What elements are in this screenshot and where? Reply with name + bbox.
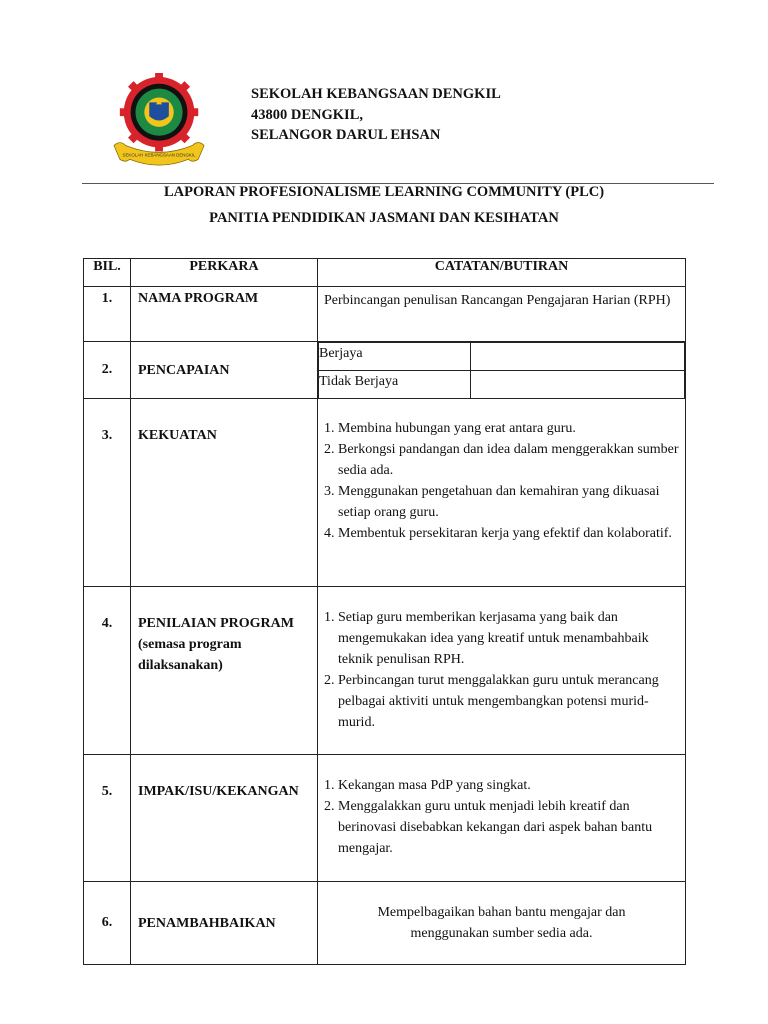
achievement-table [318,342,685,398]
table-row [84,882,686,965]
row-number: 2. [84,342,131,399]
school-name: SEKOLAH KEBANGSAAN DENGKIL [251,86,501,102]
row-perkara: PENCAPAIAN [131,342,318,399]
table-row [84,399,686,587]
impak-list [324,775,681,859]
row-number: 3. [84,399,131,587]
option-tidak-berjaya-mark [471,371,685,399]
svg-text:SEKOLAH KEBANGSAAN DENGKIL: SEKOLAH KEBANGSAAN DENGKIL [122,152,196,158]
penilaian-list [324,607,681,733]
row-perkara: KEKUATAN [131,399,318,587]
report-subtitle: PANITIA PENDIDIKAN JASMANI DAN KESIHATAN [209,210,559,226]
table-row [84,287,686,342]
list-item: 3. Menggunakan pengetahuan dan kemahiran yang dikuasai setiap orang guru. [324,484,660,520]
achievement-options [318,342,686,399]
option-berjaya-mark [471,343,685,371]
report-title: LAPORAN PROFESIONALISME LEARNING COMMUNITY (PLC) [163,184,605,200]
row-perkara: NAMA PROGRAM [131,287,318,342]
option-berjaya: Berjaya [319,343,471,371]
row-catatan [318,755,686,882]
table-row [84,755,686,882]
table-row [84,342,686,399]
row-number: 6. [84,882,131,965]
row-number: 4. [84,587,131,755]
row-perkara: PENILAIAN PROGRAM (semasa program dilaksanakan) [131,587,318,755]
row-number: 1. [84,287,131,342]
kekuatan-list [324,418,681,544]
address-line-1: 43800 DENGKIL, [251,106,363,123]
header-catatan: CATATAN/BUTIRAN [318,259,686,287]
list-item: 2. Menggalakkan guru untuk menjadi lebih kreatif dan berinovasi disebabkan kekangan dari aspek bahan bantu mengajar. [324,799,653,856]
list-item: 1. Setiap guru memberikan kerjasama yang baik dan mengemukakan idea yang kreatif untuk menambahbaik teknik penulisan RPH. [324,610,649,667]
table-header-row [84,259,686,287]
address-line-2: SELANGOR DARUL EHSAN [251,127,441,143]
gear-emblem-icon [120,73,198,151]
list-item: 1. Kekangan masa PdP yang singkat. [324,778,531,793]
school-address [251,84,501,146]
row-number: 5. [84,755,131,882]
report-table [83,258,686,965]
row-catatan [318,587,686,755]
row-perkara: PENAMBAHBAIKAN [131,882,318,965]
row-perkara: IMPAK/ISU/KEKANGAN [131,755,318,882]
list-item: 2. Perbincangan turut menggalakkan guru untuk merancang pelbagai aktiviti untuk mengembangkan potensi murid-murid. [324,673,659,730]
table-row [84,587,686,755]
row-catatan: Perbincangan penulisan Rancangan Pengajaran Harian (RPH) [318,287,686,342]
row-catatan [318,399,686,587]
list-item: 4. Membentuk persekitaran kerja yang efektif dan kolaboratif. [324,526,672,541]
header-perkara: PERKARA [131,259,318,287]
row-catatan: Mempelbagaikan bahan bantu mengajar dan menggunakan sumber sedia ada. [318,882,686,965]
school-logo [112,72,210,172]
option-tidak-berjaya: Tidak Berjaya [319,371,471,399]
list-item: 2. Berkongsi pandangan dan idea dalam menggerakkan sumber sedia ada. [324,442,679,478]
list-item: 1. Membina hubungan yang erat antara guru. [324,421,576,436]
header-bil: BIL. [84,259,131,287]
